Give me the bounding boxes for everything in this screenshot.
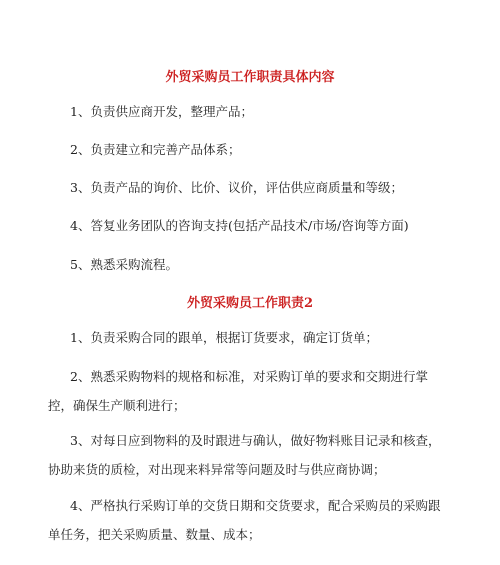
section-title-2: 外贸采购员工作职责2	[186, 296, 314, 311]
list-item: 1、负责采购合同的跟单，根据订货要求，确定订货单；	[70, 330, 378, 345]
section-title-1: 外贸采购员工作职责具体内容	[165, 70, 335, 85]
list-item: 4、严格执行采购订单的交货日期和交货要求，配合采购员的采购跟单任务，把关采购质量、数量、成本；	[48, 498, 441, 542]
list-item: 5、熟悉采购流程。	[70, 257, 178, 272]
list-item: 3、负责产品的询价、比价、议价，评估供应商质量和等级；	[70, 180, 403, 195]
cut-off-text-line	[70, 556, 400, 565]
list-item: 2、负责建立和完善产品体系；	[70, 142, 241, 157]
list-item: 1、负责供应商开发，整理产品；	[70, 104, 253, 119]
list-item: 3、对每日应到物料的及时跟进与确认，做好物料账目记录和核查，协助来货的质检，对出现来料异常等问题及时与供应商协调；	[48, 433, 441, 477]
list-item: 4、答复业务团队的咨询支持(包括产品技术/市场/咨询等方面)	[70, 218, 409, 233]
list-item: 2、熟悉采购物料的规格和标准，对采购订单的要求和交期进行掌控，确保生产顺利进行；	[48, 369, 428, 413]
